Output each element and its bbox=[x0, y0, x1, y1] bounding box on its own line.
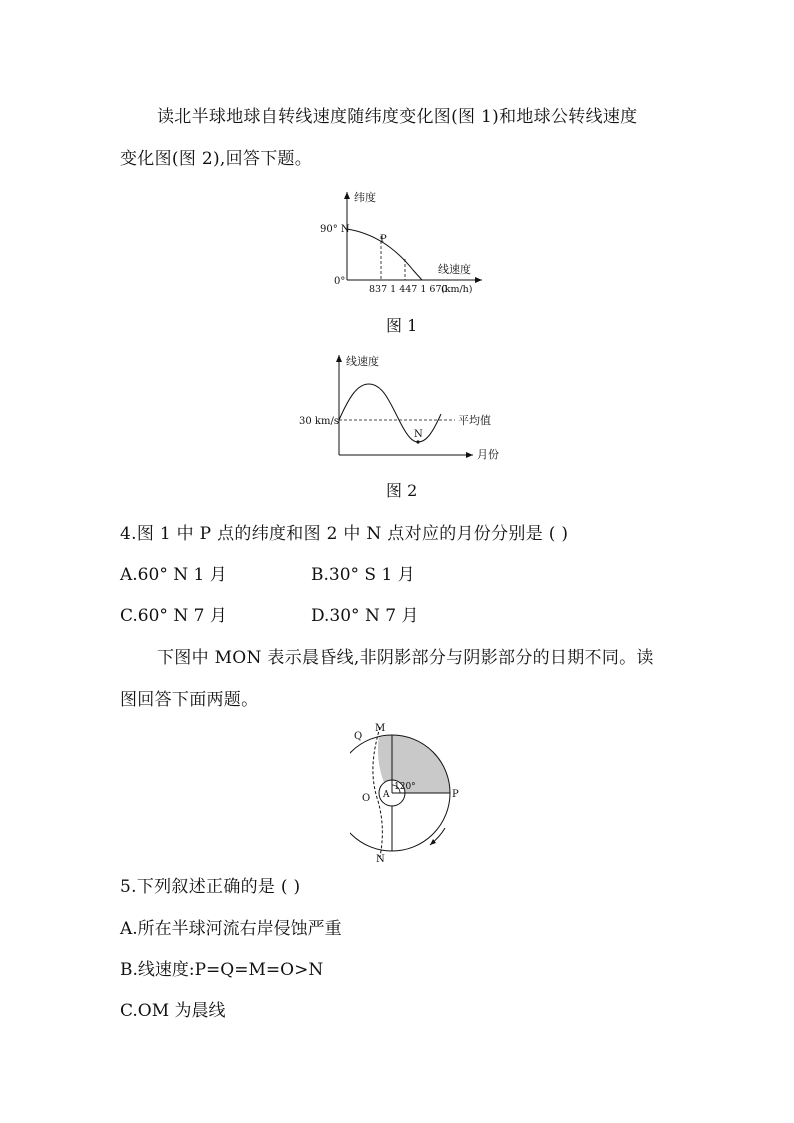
question-4-option-c[interactable]: C.60° N 7 月 bbox=[120, 606, 227, 626]
intro2-line-2: 图回答下面两题。 bbox=[120, 690, 259, 710]
question-4-stem: 4.图 1 中 P 点的纬度和图 2 中 N 点对应的月份分别是 ( ) bbox=[120, 524, 569, 544]
level-label: 30 km/s bbox=[299, 416, 339, 427]
label-n: N bbox=[376, 854, 385, 865]
intro-line-1: 读北半球地球自转线速度随纬度变化图(图 1)和地球公转线速度 bbox=[157, 107, 638, 127]
question-4-option-a[interactable]: A.60° N 1 月 bbox=[120, 565, 227, 585]
label-p: P bbox=[452, 789, 459, 800]
label-angle: 120° bbox=[394, 782, 416, 792]
speed-curve bbox=[339, 384, 441, 442]
y-axis-label: 线速度 bbox=[346, 355, 379, 368]
point-p-label: P bbox=[380, 234, 387, 245]
point-n bbox=[416, 440, 419, 443]
label-a: A bbox=[383, 790, 390, 800]
question-4-option-b[interactable]: B.30° S 1 月 bbox=[311, 565, 415, 585]
x-axis-label: 月份 bbox=[477, 448, 499, 461]
question-4-option-d[interactable]: D.30° N 7 月 bbox=[311, 606, 419, 626]
figure-3-polar-view-diagram bbox=[350, 715, 475, 865]
point-n-label: N bbox=[414, 429, 423, 440]
question-5-option-b[interactable]: B.线速度:P=Q=M=O>N bbox=[120, 960, 324, 980]
figure-1-caption: 图 1 bbox=[386, 316, 418, 335]
label-0: 0° bbox=[334, 276, 346, 287]
intro-line-2: 变化图(图 2),回答下题。 bbox=[120, 149, 313, 169]
question-5-stem: 5.下列叙述正确的是 ( ) bbox=[120, 877, 301, 897]
figure-2-caption: 图 2 bbox=[386, 481, 418, 500]
question-5-option-a[interactable]: A.所在半球河流右岸侵蚀严重 bbox=[120, 919, 342, 939]
label-90n: 90° N bbox=[320, 224, 350, 235]
intro2-line-1: 下图中 MON 表示晨昏线,非阴影部分与阴影部分的日期不同。读 bbox=[157, 648, 654, 668]
question-5-option-c[interactable]: C.OM 为晨线 bbox=[120, 1001, 226, 1021]
figure-1-latitude-speed-graph bbox=[310, 186, 490, 296]
figure-2-orbital-speed-graph bbox=[295, 350, 510, 464]
label-m: M bbox=[375, 723, 386, 734]
unit-label: (km/h) bbox=[441, 284, 473, 295]
tick-values: 837 1 447 1 670 bbox=[369, 284, 448, 295]
label-q: Q bbox=[354, 731, 363, 742]
y-axis-label: 纬度 bbox=[354, 191, 376, 204]
label-o: O bbox=[362, 793, 371, 804]
mean-label: 平均值 bbox=[458, 414, 491, 427]
x-axis-label: 线速度 bbox=[438, 263, 471, 276]
